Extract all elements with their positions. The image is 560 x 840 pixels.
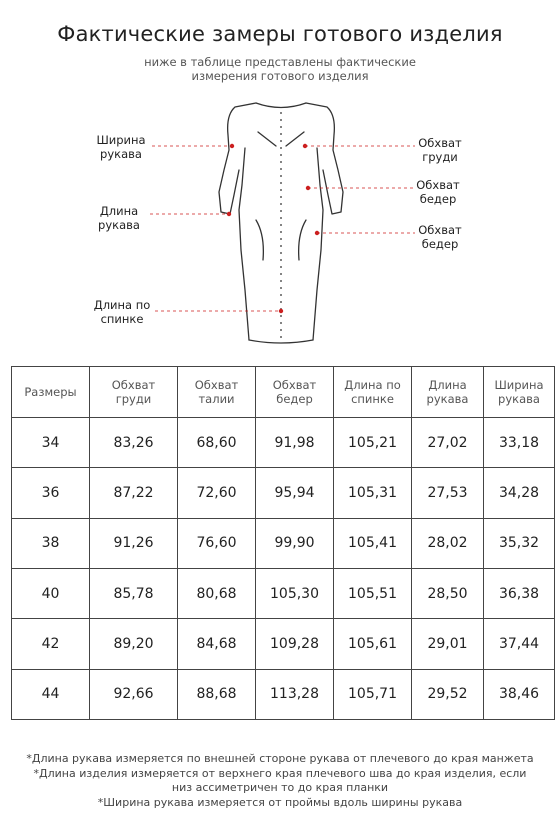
table-cell: 88,68 [178,669,256,719]
measurement-diagram [0,90,560,352]
back-length-label: Длина по спинке [93,298,151,326]
col-header-back-length: Длина по спинке [334,367,412,418]
hips-label-2: Обхват бедер [418,223,462,251]
size-table [11,366,555,720]
table-cell: 72,60 [178,468,256,518]
footnote: *Длина изделия измеряется от верхнего края плечевого шва до края изделия, если [33,766,527,780]
table-cell: 34 [12,418,90,468]
table-cell: 105,30 [256,568,334,618]
table-cell: 34,28 [484,468,555,518]
table-cell: 38,46 [484,669,555,719]
table-cell: 80,68 [178,568,256,618]
hips-label-1: Обхват бедер [416,178,460,206]
table-cell: 68,60 [178,418,256,468]
table-cell: 33,18 [484,418,555,468]
table-header-row [12,367,555,418]
table-cell: 83,26 [90,418,178,468]
table-cell: 105,61 [334,619,412,669]
table-cell: 105,71 [334,669,412,719]
table-row [12,518,555,568]
table-cell: 28,50 [412,568,484,618]
table-cell: 92,66 [90,669,178,719]
col-header-sleeve-width: Ширина рукава [484,367,555,418]
table-cell: 113,28 [256,669,334,719]
table-cell: 91,26 [90,518,178,568]
table-cell: 27,02 [412,418,484,468]
sleeve-width-label: Ширина рукава [96,133,146,161]
table-row [12,418,555,468]
table-cell: 105,51 [334,568,412,618]
table-cell: 42 [12,619,90,669]
table-cell: 36 [12,468,90,518]
dress-outline [219,103,343,343]
table-cell: 87,22 [90,468,178,518]
table-row [12,468,555,518]
col-header-size: Размеры [12,367,90,418]
measurement-lines [150,146,415,311]
table-cell: 38 [12,518,90,568]
table-cell: 76,60 [178,518,256,568]
table-cell: 29,52 [412,669,484,719]
measurement-points [227,144,319,313]
table-cell: 35,32 [484,518,555,568]
table-cell: 37,44 [484,619,555,669]
table-cell: 109,28 [256,619,334,669]
footnote: низ ассиметричен то до края планки [171,781,389,794]
footnote: *Длина рукава измеряется по внешней стороне рукава от плечевого до края манжета [26,752,534,765]
table-cell: 99,90 [256,518,334,568]
col-header-sleeve-length: Длина рукава [412,367,484,418]
table-cell: 85,78 [90,568,178,618]
table-row [12,619,555,669]
table-cell: 29,01 [412,619,484,669]
table-cell: 44 [12,669,90,719]
table-cell: 84,68 [178,619,256,669]
table-cell: 95,94 [256,468,334,518]
footnotes [0,752,560,810]
table-cell: 105,31 [334,468,412,518]
table-row [12,669,555,719]
col-header-chest: Обхват груди [90,367,178,418]
table-cell: 27,53 [412,468,484,518]
table-cell: 91,98 [256,418,334,468]
col-header-waist: Обхват талии [178,367,256,418]
subtitle-line: ниже в таблице представлены фактические [144,55,416,69]
col-header-hips: Обхват бедер [256,367,334,418]
dress-illustration [0,90,560,352]
page-title: Фактические замеры готового изделия [57,22,503,46]
subtitle-line: измерения готового изделия [191,69,369,83]
table-cell: 105,21 [334,418,412,468]
subtitle [0,55,560,83]
table-cell: 105,41 [334,518,412,568]
table-cell: 40 [12,568,90,618]
table-cell: 36,38 [484,568,555,618]
table-cell: 89,20 [90,619,178,669]
table-cell: 28,02 [412,518,484,568]
chest-label: Обхват груди [418,136,462,164]
footnote: *Ширина рукава измеряется от проймы вдоль ширины рукава [97,795,463,809]
table-row [12,568,555,618]
sleeve-length-label: Длина рукава [98,204,140,232]
